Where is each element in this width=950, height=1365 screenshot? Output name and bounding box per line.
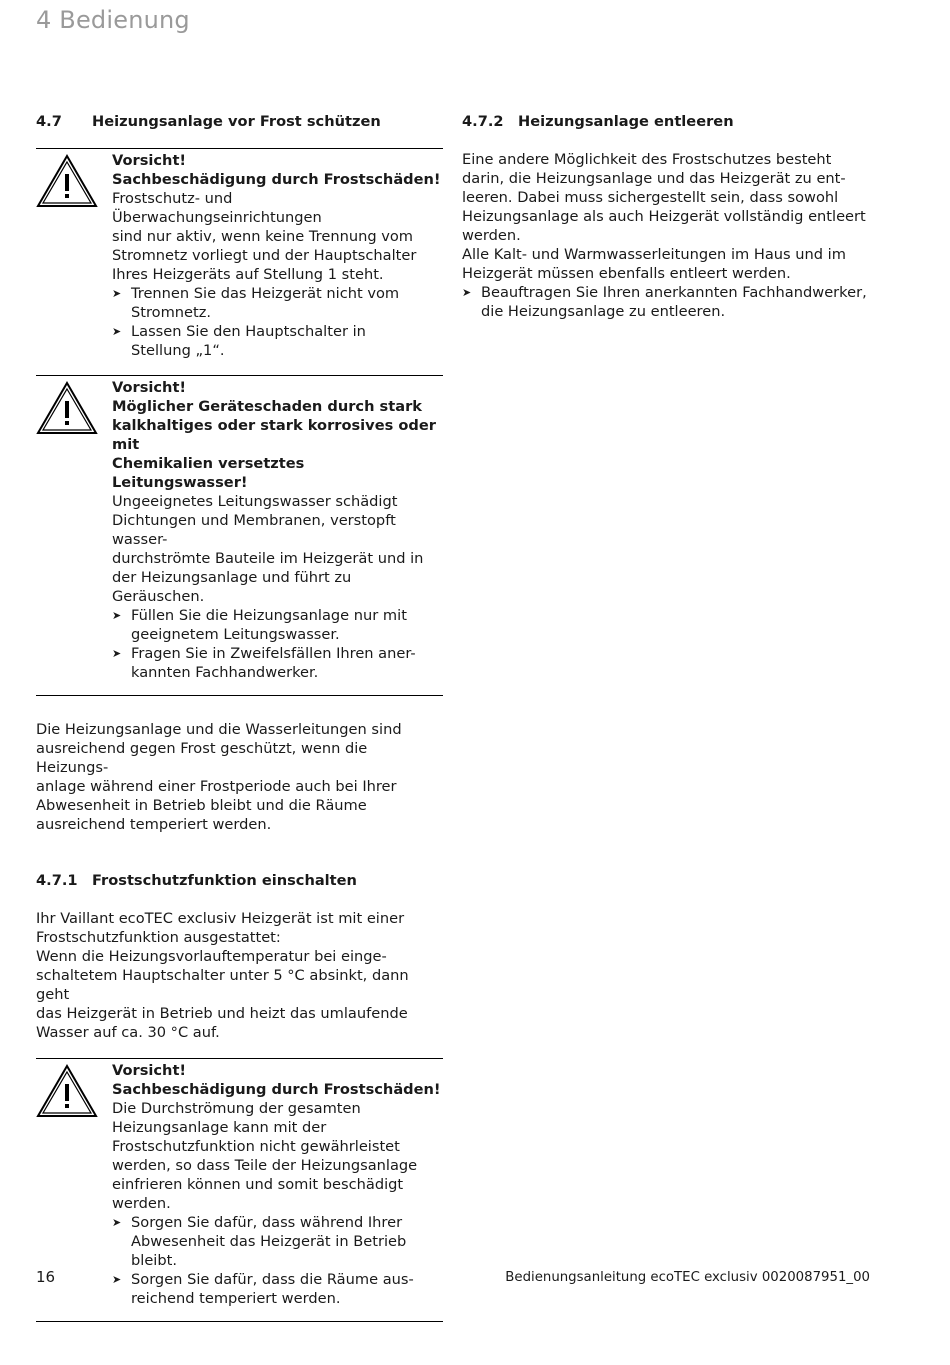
- divider: [36, 1321, 443, 1322]
- bullet-line: die Heizungsanlage zu entleeren.: [481, 303, 726, 320]
- warning-icon-cell: [36, 378, 112, 682]
- section-heading-4-7-1: [36, 871, 443, 890]
- paragraph-frost-protection: [36, 720, 443, 834]
- warning-subtitle-line: kalkhaltiges oder stark korrosives oder mit: [112, 417, 436, 453]
- warning-title: Vorsicht!: [112, 152, 187, 169]
- warning-subtitle-line: Möglicher Geräteschaden durch stark: [112, 398, 422, 415]
- paragraph-line: Wenn die Heizungsvorlauftemperatur bei einge-: [36, 948, 387, 965]
- bullet-line: Stellung „1“.: [131, 342, 225, 359]
- chapter-header: 4 Bedienung: [36, 6, 190, 34]
- instruction-bullet: [112, 606, 443, 644]
- paragraph-line: Ihr Vaillant ecoTEC exclusiv Heizgerät ist mit einer: [36, 910, 405, 927]
- warning-triangle-icon: [36, 154, 98, 208]
- paragraph-line: ausreichend gegen Frost geschützt, wenn die Heizungs-: [36, 740, 368, 776]
- section-heading-4-7: [36, 112, 443, 131]
- warning-line: Ihres Heizgeräts auf Stellung 1 steht.: [112, 266, 384, 283]
- arrow-bullet-icon: ➤: [112, 1273, 122, 1286]
- paragraph-line: Eine andere Möglichkeit des Frostschutzes besteht: [462, 151, 832, 168]
- paragraph-line: das Heizgerät in Betrieb und heizt das umlaufende: [36, 1005, 408, 1022]
- left-column: [36, 112, 443, 1322]
- arrow-bullet-icon: ➤: [112, 647, 122, 660]
- section-number: 4.7.2: [462, 113, 504, 130]
- arrow-bullet-icon: ➤: [112, 287, 122, 300]
- warning-subtitle: Sachbeschädigung durch Frostschäden!: [112, 1081, 441, 1098]
- paragraph-frost-function: [36, 909, 443, 1042]
- paragraph-line: ausreichend temperiert werden.: [36, 816, 272, 833]
- warning-text: [112, 378, 443, 682]
- section-number: 4.7.1: [36, 872, 78, 889]
- warning-line: Ungeeignetes Leitungswasser schädigt: [112, 493, 398, 510]
- warning-line: Heizungsanlage kann mit der: [112, 1119, 327, 1136]
- bullet-line: Sorgen Sie dafür, dass während Ihrer: [131, 1214, 403, 1231]
- warning-line: Frostschutz- und Überwachungseinrichtungen: [112, 190, 322, 226]
- section-title: Heizungsanlage entleeren: [518, 113, 734, 130]
- warning-triangle-icon: [36, 1064, 98, 1118]
- bullet-line: Stromnetz.: [131, 304, 212, 321]
- paragraph-line: Die Heizungsanlage und die Wasserleitungen sind: [36, 721, 402, 738]
- bullet-line: kannten Fachhandwerker.: [131, 664, 319, 681]
- instruction-bullet: [112, 1270, 443, 1308]
- instruction-bullet: [112, 284, 443, 322]
- warning-text: [112, 1061, 443, 1308]
- warning-subtitle: Sachbeschädigung durch Frostschäden!: [112, 171, 441, 188]
- warning-icon-cell: [36, 151, 112, 360]
- bullet-line: Abwesenheit das Heizgerät in Betrieb: [131, 1233, 407, 1250]
- paragraph-line: Frostschutzfunktion ausgestattet:: [36, 929, 281, 946]
- paragraph-line: Heizgerät müssen ebenfalls entleert werden.: [462, 265, 791, 282]
- bullet-line: Trennen Sie das Heizgerät nicht vom: [131, 285, 400, 302]
- paragraph-line: leeren. Dabei muss sichergestellt sein, dass sowohl: [462, 189, 839, 206]
- warning-text: [112, 151, 443, 360]
- document-title: Bedienungsanleitung ecoTEC exclusiv 0020087951_00: [505, 1270, 870, 1285]
- warning-line: durchströmte Bauteile im Heizgerät und in: [112, 550, 424, 567]
- paragraph-line: werden.: [462, 227, 521, 244]
- paragraph-line: anlage während einer Frostperiode auch bei Ihrer: [36, 778, 397, 795]
- warning-line: einfrieren können und somit beschädigt: [112, 1176, 404, 1193]
- paragraph-line: Abwesenheit in Betrieb bleibt und die Räume: [36, 797, 367, 814]
- warning-subtitle-line: Chemikalien versetztes Leitungswasser!: [112, 455, 305, 491]
- bullet-line: Füllen Sie die Heizungsanlage nur mit: [131, 607, 407, 624]
- paragraph-line: Heizungsanlage als auch Heizgerät vollständig entleert: [462, 208, 866, 225]
- section-heading-4-7-2: [462, 112, 877, 131]
- warning-line: der Heizungsanlage und führt zu Geräuschen.: [112, 569, 352, 605]
- warning-line: Die Durchströmung der gesamten: [112, 1100, 361, 1117]
- warning-title: Vorsicht!: [112, 379, 187, 396]
- warning-box-frost-2: [36, 1058, 443, 1308]
- warning-title: Vorsicht!: [112, 1062, 187, 1079]
- warning-triangle-icon: [36, 381, 98, 435]
- bullet-line: geeignetem Leitungswasser.: [131, 626, 340, 643]
- warning-line: werden, so dass Teile der Heizungsanlage: [112, 1157, 418, 1174]
- arrow-bullet-icon: ➤: [112, 1216, 122, 1229]
- paragraph-line: Wasser auf ca. 30 °C auf.: [36, 1024, 220, 1041]
- right-column: [462, 112, 877, 321]
- arrow-bullet-icon: ➤: [112, 325, 122, 338]
- warning-line: Stromnetz vorliegt und der Hauptschalter: [112, 247, 417, 264]
- warning-line: sind nur aktiv, wenn keine Trennung vom: [112, 228, 414, 245]
- bullet-line: Sorgen Sie dafür, dass die Räume aus-: [131, 1271, 414, 1288]
- section-number: 4.7: [36, 113, 62, 130]
- paragraph-drain: [462, 150, 877, 283]
- paragraph-line: schaltetem Hauptschalter unter 5 °C absinkt, dann geht: [36, 967, 409, 1003]
- bullet-line: reichend temperiert werden.: [131, 1290, 341, 1307]
- warning-line: Frostschutzfunktion nicht gewährleistet: [112, 1138, 400, 1155]
- warning-line: werden.: [112, 1195, 171, 1212]
- bullet-line: Lassen Sie den Hauptschalter in: [131, 323, 366, 340]
- section-title: Heizungsanlage vor Frost schützen: [92, 113, 381, 130]
- bullet-line: Fragen Sie in Zweifelsfällen Ihren aner-: [131, 645, 416, 662]
- instruction-bullet: [112, 644, 443, 682]
- bullet-line: Beauftragen Sie Ihren anerkannten Fachhandwerker,: [481, 284, 867, 301]
- instruction-bullet: [462, 283, 877, 321]
- instruction-bullet: [112, 1213, 443, 1270]
- arrow-bullet-icon: ➤: [112, 609, 122, 622]
- arrow-bullet-icon: ➤: [462, 286, 472, 299]
- paragraph-line: darin, die Heizungsanlage und das Heizgerät zu ent-: [462, 170, 846, 187]
- warning-line: Dichtungen und Membranen, verstopft wasser-: [112, 512, 396, 548]
- instruction-bullet: [112, 322, 443, 360]
- warning-box-frost-1: [36, 148, 443, 360]
- page-number: 16: [36, 1268, 56, 1286]
- warning-box-water: [36, 375, 443, 682]
- section-title: Frostschutzfunktion einschalten: [92, 872, 357, 889]
- paragraph-line: Alle Kalt- und Warmwasserleitungen im Haus und im: [462, 246, 846, 263]
- bullet-line: bleibt.: [131, 1252, 177, 1269]
